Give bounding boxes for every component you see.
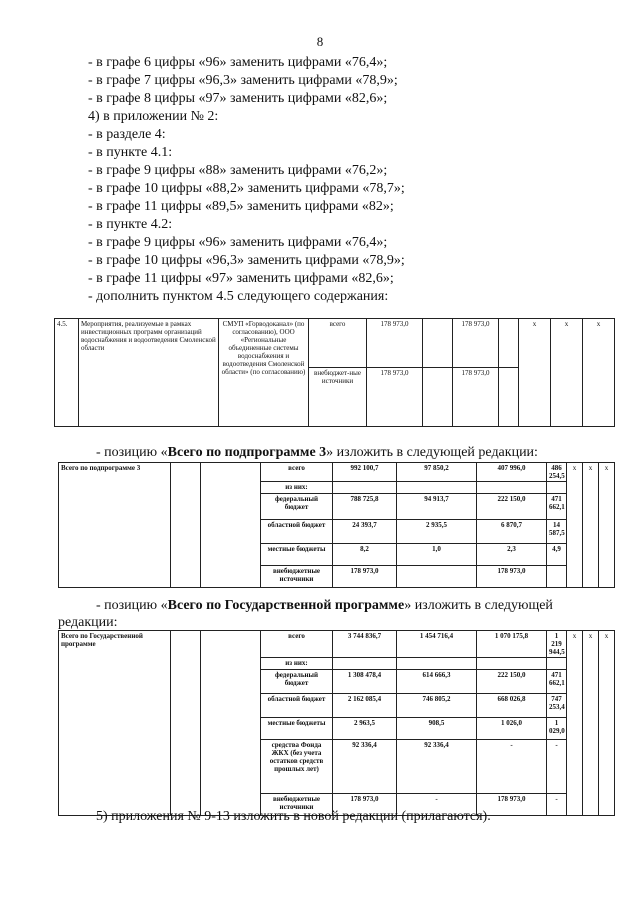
table-item-4-5 — [54, 318, 615, 427]
source-cell: местные бюджеты — [261, 718, 333, 740]
x-cell: х — [583, 631, 599, 816]
table-row — [59, 631, 615, 658]
para-bold: Всего по Государственной программе — [167, 598, 405, 613]
table-title: Всего по подпрограмме 3 — [59, 463, 171, 588]
value-cell: 222 150,0 — [477, 670, 547, 694]
value-cell — [397, 482, 477, 494]
text-line: - дополнить пунктом 4.5 следующего содержания: — [88, 289, 389, 304]
text-line: - в графе 9 цифры «96» заменить цифрами «76,4»; — [88, 235, 388, 250]
source-cell: всего — [261, 463, 333, 482]
text-line: 4) в приложении № 2: — [88, 109, 219, 124]
source-cell: областной бюджет — [261, 694, 333, 718]
text-line: - в пункте 4.2: — [88, 217, 173, 232]
value-cell: 1 308 478,4 — [333, 670, 397, 694]
value-cell — [423, 368, 453, 427]
text-line: - в разделе 4: — [88, 127, 166, 142]
source-cell: федеральный бюджет — [261, 670, 333, 694]
value-cell — [499, 319, 519, 368]
value-cell — [499, 368, 519, 427]
value-cell: 614 666,3 — [397, 670, 477, 694]
table-state-program-total — [58, 630, 615, 816]
value-cell: 1 029,0 — [547, 718, 567, 740]
x-cell: х — [567, 463, 583, 588]
value-cell: 747 253,4 — [547, 694, 567, 718]
empty-cell — [171, 631, 201, 816]
source-cell: областной бюджет — [261, 520, 333, 544]
source-cell: средства Фонда ЖКХ (без учета остатков средств прошлых лет) — [261, 740, 333, 794]
table-row — [55, 319, 615, 368]
table-row — [59, 463, 615, 482]
value-cell: - — [547, 794, 567, 816]
text-line: - в графе 10 цифры «88,2» заменить цифрами «78,7»; — [88, 181, 405, 196]
value-cell: 178 973,0 — [477, 794, 547, 816]
paragraph-subprogram-3 — [96, 444, 538, 461]
value-cell — [477, 658, 547, 670]
x-cell: х — [519, 319, 551, 427]
x-cell: х — [583, 319, 615, 427]
value-cell: 92 336,4 — [397, 740, 477, 794]
value-cell: 178 973,0 — [333, 794, 397, 816]
text-line: - в графе 8 цифры «97» заменить цифрами «82,6»; — [88, 91, 388, 106]
para-suffix: » изложить в следующей — [404, 598, 553, 613]
value-cell: 746 805,2 — [397, 694, 477, 718]
value-cell: 24 393,7 — [333, 520, 397, 544]
paragraph-state-program-line2: редакции: — [58, 615, 118, 630]
value-cell — [333, 482, 397, 494]
value-cell: 2 162 085,4 — [333, 694, 397, 718]
value-cell: - — [547, 740, 567, 794]
value-cell — [397, 566, 477, 588]
value-cell — [423, 319, 453, 368]
empty-cell — [201, 463, 261, 588]
value-cell: 6 870,7 — [477, 520, 547, 544]
value-cell: 97 850,2 — [397, 463, 477, 482]
text-line: - в графе 7 цифры «96,3» заменить цифрами «78,9»; — [88, 73, 398, 88]
x-cell: х — [551, 319, 583, 427]
text-line: - в графе 6 цифры «96» заменить цифрами «76,4»; — [88, 55, 388, 70]
source-cell: из них: — [261, 482, 333, 494]
value-cell: 471 662,1 — [547, 670, 567, 694]
para-bold: Всего по подпрограмме 3 — [167, 445, 327, 460]
x-cell: х — [567, 631, 583, 816]
source-cell: федеральный бюджет — [261, 494, 333, 520]
text-line: - в графе 9 цифры «88» заменить цифрами «76,2»; — [88, 163, 388, 178]
item-name: Мероприятия, реализуемые в рамках инвестиционных программ организаций водоснабжения и водоотведения Смоленской области — [79, 319, 219, 427]
value-cell: 486 254,5 — [547, 463, 567, 482]
value-cell: 471 662,1 — [547, 494, 567, 520]
source-cell: из них: — [261, 658, 333, 670]
value-cell: 992 100,7 — [333, 463, 397, 482]
value-cell: 222 150,0 — [477, 494, 547, 520]
value-cell: 2 963,5 — [333, 718, 397, 740]
value-cell: 178 973,0 — [367, 319, 423, 368]
value-cell: 1 454 716,4 — [397, 631, 477, 658]
value-cell: 4,9 — [547, 544, 567, 566]
value-cell: - — [477, 740, 547, 794]
table-subprogram-3-total — [58, 462, 615, 588]
value-cell — [397, 658, 477, 670]
paragraph-state-program — [96, 597, 553, 614]
item-number: 4.5. — [55, 319, 79, 427]
page-number: 8 — [316, 34, 324, 49]
empty-cell — [171, 463, 201, 588]
para-prefix: - позицию « — [96, 598, 168, 613]
value-cell: 92 336,4 — [333, 740, 397, 794]
text-line: - в графе 11 цифры «89,5» заменить цифрами «82»; — [88, 199, 394, 214]
value-cell: 3 744 836,7 — [333, 631, 397, 658]
value-cell: 1 219 944,5 — [547, 631, 567, 658]
table-title: Всего по Государственной программе — [59, 631, 171, 816]
value-cell: 178 973,0 — [477, 566, 547, 588]
para-prefix: - позицию « — [96, 445, 168, 460]
value-cell: 178 973,0 — [367, 368, 423, 427]
value-cell: 1 070 175,8 — [477, 631, 547, 658]
value-cell: 8,2 — [333, 544, 397, 566]
value-cell: 94 913,7 — [397, 494, 477, 520]
source-cell: внебюджетные источники — [261, 566, 333, 588]
value-cell: 2 935,5 — [397, 520, 477, 544]
empty-cell — [201, 631, 261, 816]
source-cell: внебюджетные источники — [261, 794, 333, 816]
value-cell: 14 587,5 — [547, 520, 567, 544]
value-cell: 1 026,0 — [477, 718, 547, 740]
value-cell: 668 026,8 — [477, 694, 547, 718]
para-suffix: » изложить в следующей редакции: — [326, 445, 538, 460]
value-cell — [547, 658, 567, 670]
value-cell — [333, 658, 397, 670]
value-cell: 178 973,0 — [453, 319, 499, 368]
text-line: - в пункте 4.1: — [88, 145, 173, 160]
value-cell: 407 996,0 — [477, 463, 547, 482]
value-cell: 788 725,8 — [333, 494, 397, 520]
x-cell: х — [583, 463, 599, 588]
x-cell: х — [599, 463, 615, 588]
value-cell: 178 973,0 — [333, 566, 397, 588]
text-line: - в графе 11 цифры «97» заменить цифрами «82,6»; — [88, 271, 394, 286]
source-cell: местные бюджеты — [261, 544, 333, 566]
source-cell: всего — [309, 319, 367, 368]
source-cell: внебюджет-ные источники — [309, 368, 367, 427]
item-executor: СМУП «Горводоканал» (по согласованию), ООО «Региональные объединенные системы водоснабжения и водоотведения Смоленской области» (по согласованию) — [219, 319, 309, 427]
value-cell: 2,3 — [477, 544, 547, 566]
text-line: - в графе 10 цифры «96,3» заменить цифрами «78,9»; — [88, 253, 405, 268]
x-cell: х — [599, 631, 615, 816]
value-cell: 908,5 — [397, 718, 477, 740]
value-cell — [547, 566, 567, 588]
value-cell: 1,0 — [397, 544, 477, 566]
value-cell — [477, 482, 547, 494]
final-line: 5) приложения № 9-13 изложить в новой редакции (прилагаются). — [96, 809, 491, 824]
value-cell: - — [397, 794, 477, 816]
value-cell — [547, 482, 567, 494]
value-cell: 178 973,0 — [453, 368, 499, 427]
source-cell: всего — [261, 631, 333, 658]
top-amendment-lines — [88, 54, 608, 306]
